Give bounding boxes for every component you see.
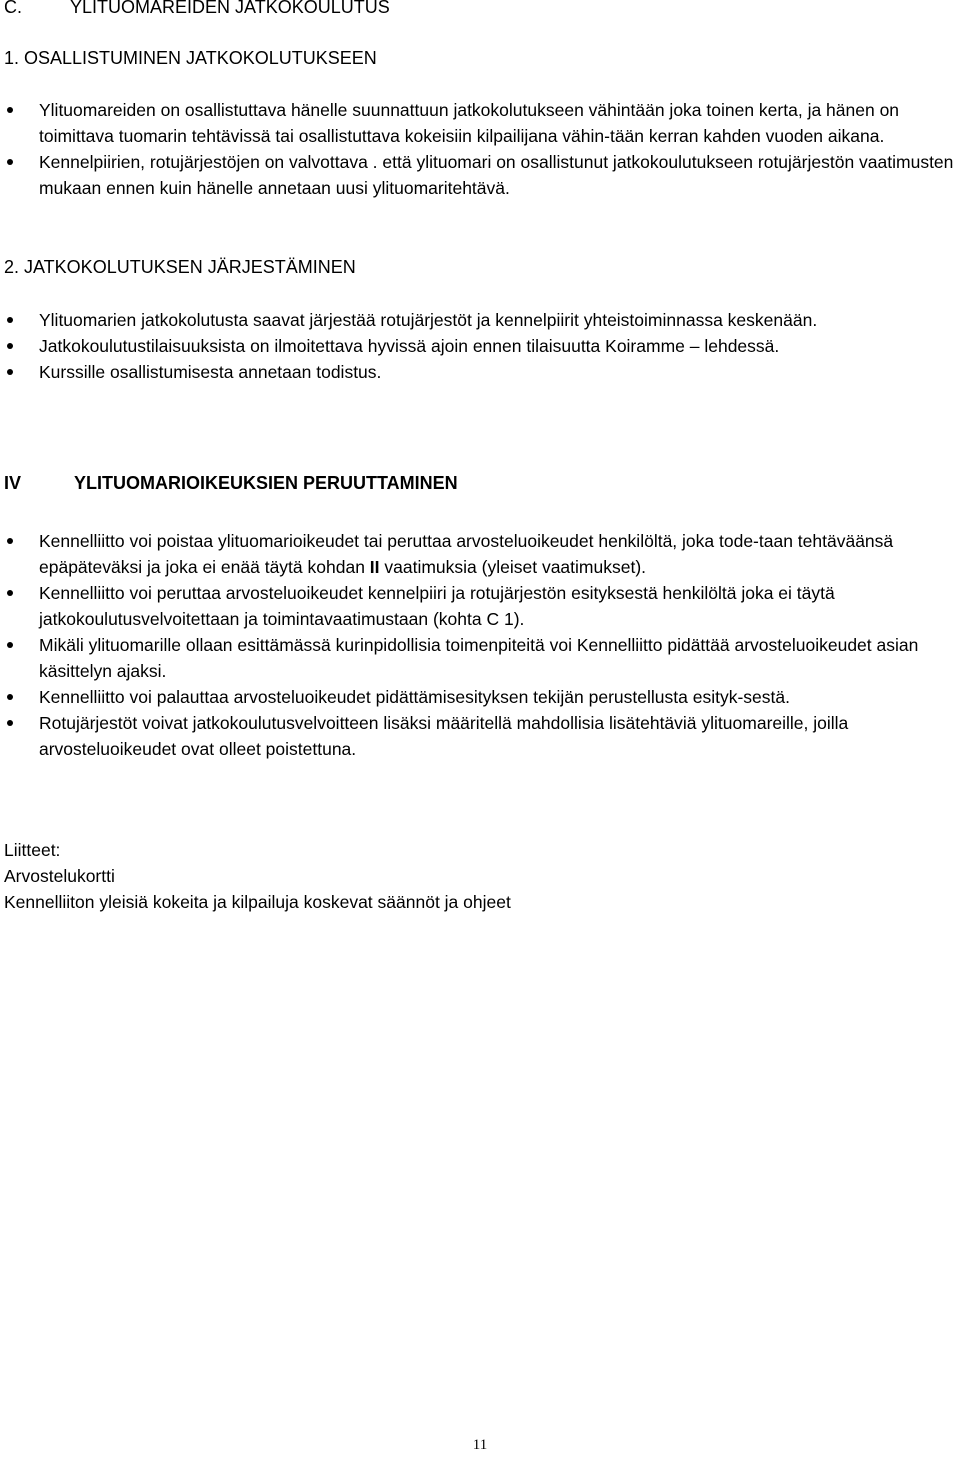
list-item: Jatkokoulutustilaisuuksista on ilmoitettava hyvissä ajoin ennen tilaisuutta Koiramme – lehdessä. — [0, 333, 960, 359]
list-item: Kennelliitto voi poistaa ylituomarioikeudet tai peruttaa arvosteluoikeudet henkilöltä, joka tode-taan tehtäväänsä epäpäteväksi ja joka ei enää täytä kohdan II vaatimuksia (yleiset vaatimukset). — [0, 528, 960, 580]
list-item: Kennelpiirien, rotujärjestöjen on valvottava . että ylituomari on osallistunut jatkokoulutukseen rotujärjestön vaatimusten mukaan ennen kuin hänelle annetaan uusi ylituomaritehtävä. — [0, 149, 960, 201]
list-item: Kennelliitto voi peruttaa arvosteluoikeudet kennelpiiri ja rotujärjestön esityksestä henkilöltä joka ei täytä jatkokoulutusvelvoitettaan ja toimintavaatimustaan (kohta C 1). — [0, 580, 960, 632]
bullet-icon — [7, 107, 13, 113]
list-item: Kurssille osallistumisesta annetaan todistus. — [0, 359, 960, 385]
bullet-icon — [7, 720, 13, 726]
bullet-icon — [7, 159, 13, 165]
list-item: Mikäli ylituomarille ollaan esittämässä kurinpidollisia toimenpiteitä voi Kennelliitto pidättää arvosteluoikeudet asian käsittelyn ajaksi. — [0, 632, 960, 684]
list-item: Kennelliitto voi palauttaa arvosteluoikeudet pidättämisesityksen tekijän perustellusta esityk-sestä. — [0, 684, 960, 710]
page-number: 11 — [472, 1437, 488, 1453]
list-item: Ylituomarien jatkokolutusta saavat järjestää rotujärjestöt ja kennelpiirit yhteistoiminnassa keskenään. — [0, 307, 960, 333]
attachments-label: Liitteet: — [4, 840, 61, 860]
list-item: Rotujärjestöt voivat jatkokoulutusvelvoitteen lisäksi määritellä mahdollisia lisätehtäviä ylituomareille, joilla arvosteluoikeudet ovat olleet poistettuna. — [0, 710, 960, 762]
attachment-item: Arvostelukortti — [4, 866, 115, 886]
bullet-icon — [7, 317, 13, 323]
section-c-heading — [4, 0, 390, 18]
bullet-icon — [7, 590, 13, 596]
part1-heading: 1. OSALLISTUMINEN JATKOKOLUTUKSEEN — [4, 48, 377, 68]
section-iv-title: YLITUOMARIOIKEUKSIEN PERUUTTAMINEN — [74, 473, 458, 493]
bullet-icon — [7, 369, 13, 375]
attachments — [4, 837, 511, 915]
part1-list — [0, 97, 960, 201]
bullet-icon — [7, 343, 13, 349]
part2-list — [0, 307, 960, 385]
section-iv-list — [0, 528, 960, 762]
section-iv-heading — [4, 473, 458, 494]
bullet-icon — [7, 694, 13, 700]
section-c-number: C. — [4, 0, 22, 17]
attachment-item: Kennelliiton yleisiä kokeita ja kilpailuja koskevat säännöt ja ohjeet — [4, 892, 511, 912]
section-iv-number: IV — [4, 473, 22, 493]
list-item: Ylituomareiden on osallistuttava hänelle suunnattuun jatkokolutukseen vähintään joka toinen kerta, ja hänen on toimittava tuomarin tehtävissä tai osallistuttava kokeisiin kilpailijana vähin-tään kerran kahden vuoden aikana. — [0, 97, 960, 149]
part2-heading: 2. JATKOKOLUTUKSEN JÄRJESTÄMINEN — [4, 257, 356, 277]
bullet-icon — [7, 642, 13, 648]
bullet-icon — [7, 538, 13, 544]
section-c-title: YLITUOMAREIDEN JATKOKOULUTUS — [70, 0, 390, 17]
